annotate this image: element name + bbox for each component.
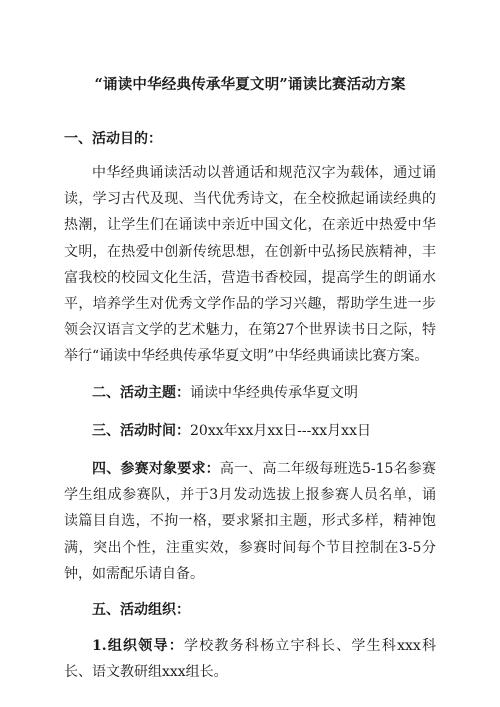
document-title: “诵读中华经典传承华夏文明”诵读比赛活动方案 <box>94 76 406 93</box>
section-3-label: 三、活动时间： <box>92 422 190 439</box>
section-1-heading: 一、活动目的： <box>64 131 162 147</box>
section-5-item-1-value: 学校教务科杨立宇科长、学生科xxx科长、语文教研组xxx组长。 <box>64 638 437 681</box>
section-2 <box>64 380 436 406</box>
section-4 <box>64 456 436 587</box>
section-3 <box>64 418 436 444</box>
section-5-item-1-label: 1.组织领导： <box>92 638 184 655</box>
section-5-heading: 五、活动组织： <box>92 602 190 619</box>
section-3-value: 20xx年xx月xx日---xx月xx日 <box>190 422 371 439</box>
section-2-label: 二、活动主题： <box>92 384 190 401</box>
section-1-body: 中华经典诵读活动以普通话和规范汉字为载体，通过诵读，学习古代及现、当代优秀诗文，在全校掀起诵读经典的热潮，让学生们在诵读中亲近中国文化，在亲近中热爱中华文明，在热爱中创新传统思想，在创新中弘扬民族精神，丰富我校的校园文化生活，营造书香校园，提高学生的朗诵水平，培养学生对优秀文学作品的学习兴趣，帮助学生进一步领会汉语言文学的艺术魅力，在第27个世界读书日之际，特举行“诵读中华经典传承华夏文明”中华经典诵读比赛方案。 <box>64 165 436 365</box>
section-4-value: 高一、高二年级每班选5-15名参赛学生组成参赛队，并于3月发动选拔上报参赛人员名单，诵读篇目自选，不拘一格，要求紧扣主题，形式多样，精神饱满，突出个性，注重实效，参赛时间每个节目控制在3-5分钟，如需配乐请自备。 <box>64 461 437 582</box>
section-2-value: 诵读中华经典传承华夏文明 <box>190 384 358 401</box>
section-4-label: 四、参赛对象要求： <box>92 461 220 478</box>
section-5-item-1 <box>64 633 436 685</box>
